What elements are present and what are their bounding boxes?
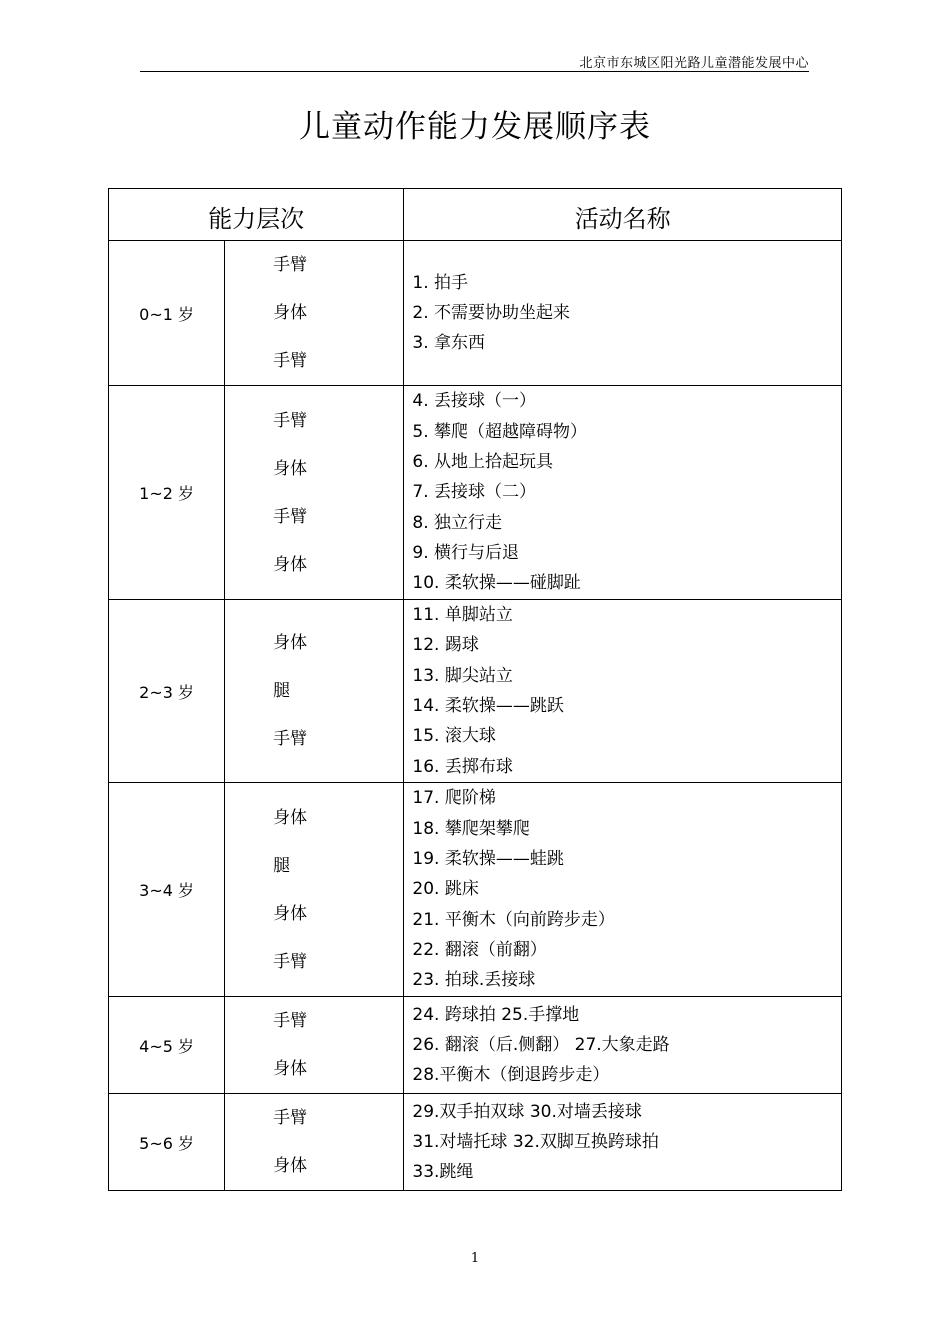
header-level: 能力层次 [109,189,404,241]
table-row [109,1094,842,1191]
activity-item: 9. 横行与后退 [412,542,520,563]
activity-item: 29.双手拍双球 30.对墙丢接球 [412,1101,642,1122]
body-part: 腿 [273,855,291,876]
body-part: 身体 [273,633,308,653]
activities-cell [404,600,842,783]
activity-item: 15. 滚大球 [412,726,496,747]
table-header-row [109,189,842,241]
table-row [109,241,842,386]
activity-item: 20. 跳床 [412,879,479,900]
activity-item: 7. 丢接球（二） [412,482,537,503]
activity-item: 24. 跨球拍 25.手撑地 [412,1004,580,1025]
body-parts-cell [225,241,404,386]
activity-item: 31.对墙托球 32.双脚互换跨球拍 [412,1131,659,1152]
document-title: 儿童动作能力发展顺序表 [299,109,651,145]
header-activity: 活动名称 [404,189,842,241]
activity-item: 14. 柔软操——跳跃 [412,696,564,716]
body-part: 手臂 [273,1011,308,1031]
body-part: 手臂 [273,410,308,431]
activity-item: 8. 独立行走 [412,512,503,533]
body-parts-cell [225,783,404,997]
body-part: 手臂 [273,351,308,371]
table-row [109,386,842,600]
activity-item: 18. 攀爬架攀爬 [412,818,530,839]
activities-cell [404,386,842,600]
body-part: 身体 [273,554,308,575]
activity-item: 3. 拿东西 [412,333,486,354]
activities-cell [404,997,842,1094]
age-range: 1~2 岁 [109,386,225,600]
age-range: 0~1 岁 [109,241,225,386]
body-part: 身体 [273,807,308,828]
body-parts-cell [225,1094,404,1191]
activity-item: 33.跳绳 [412,1162,474,1183]
activities-cell [404,783,842,997]
activity-item: 21. 平衡木（向前跨步走） [412,909,615,930]
activity-item: 19. 柔软操——蛙跳 [412,849,564,870]
age-range: 3~4 岁 [109,783,225,997]
activity-item: 28.平衡木（倒退跨步走） [412,1065,610,1086]
activity-item: 10. 柔软操——碰脚趾 [412,573,581,594]
body-part: 身体 [273,1156,308,1176]
table-row [109,600,842,783]
age-range: 4~5 岁 [109,997,225,1094]
age-range: 5~6 岁 [109,1094,225,1191]
body-parts-cell [225,600,404,783]
page-number: 1 [470,1251,480,1266]
activities-cell [404,241,842,386]
body-part: 身体 [273,1059,308,1079]
body-parts-cell [225,386,404,600]
activity-item: 4. 丢接球（一） [412,391,537,412]
activity-item: 11. 单脚站立 [412,605,513,626]
age-range: 2~3 岁 [109,600,225,783]
body-parts-cell [225,997,404,1094]
activity-item: 6. 从地上拾起玩具 [412,452,554,473]
activity-item: 16. 丢掷布球 [412,756,513,777]
body-part: 身体 [273,303,308,323]
development-table [108,188,842,1191]
page-header [140,48,809,72]
activity-item: 22. 翻滚（前翻） [412,939,547,960]
body-part: 身体 [273,903,308,924]
activity-item: 12. 踢球 [412,635,479,656]
activity-item: 26. 翻滚（后.侧翻） 27.大象走路 [412,1034,670,1055]
body-part: 手臂 [273,255,308,275]
table-body [109,241,842,1191]
body-part: 手臂 [273,1108,308,1128]
body-part: 手臂 [273,506,308,527]
table-row [109,783,842,997]
body-part: 身体 [273,458,308,479]
body-part: 手臂 [273,729,308,749]
activity-item: 1. 拍手 [412,272,469,293]
body-part: 手臂 [273,951,308,972]
body-part: 腿 [273,681,291,701]
activity-item: 2. 不需要协助坐起来 [412,302,571,323]
table-row [109,997,842,1094]
activity-item: 17. 爬阶梯 [412,788,496,809]
organization-name: 北京市东城区阳光路儿童潜能发展中心 [579,56,809,71]
activity-item: 23. 拍球.丢接球 [412,970,536,991]
activity-item: 13. 脚尖站立 [412,665,513,686]
activities-cell [404,1094,842,1191]
activity-item: 5. 攀爬（超越障碍物） [412,421,588,442]
